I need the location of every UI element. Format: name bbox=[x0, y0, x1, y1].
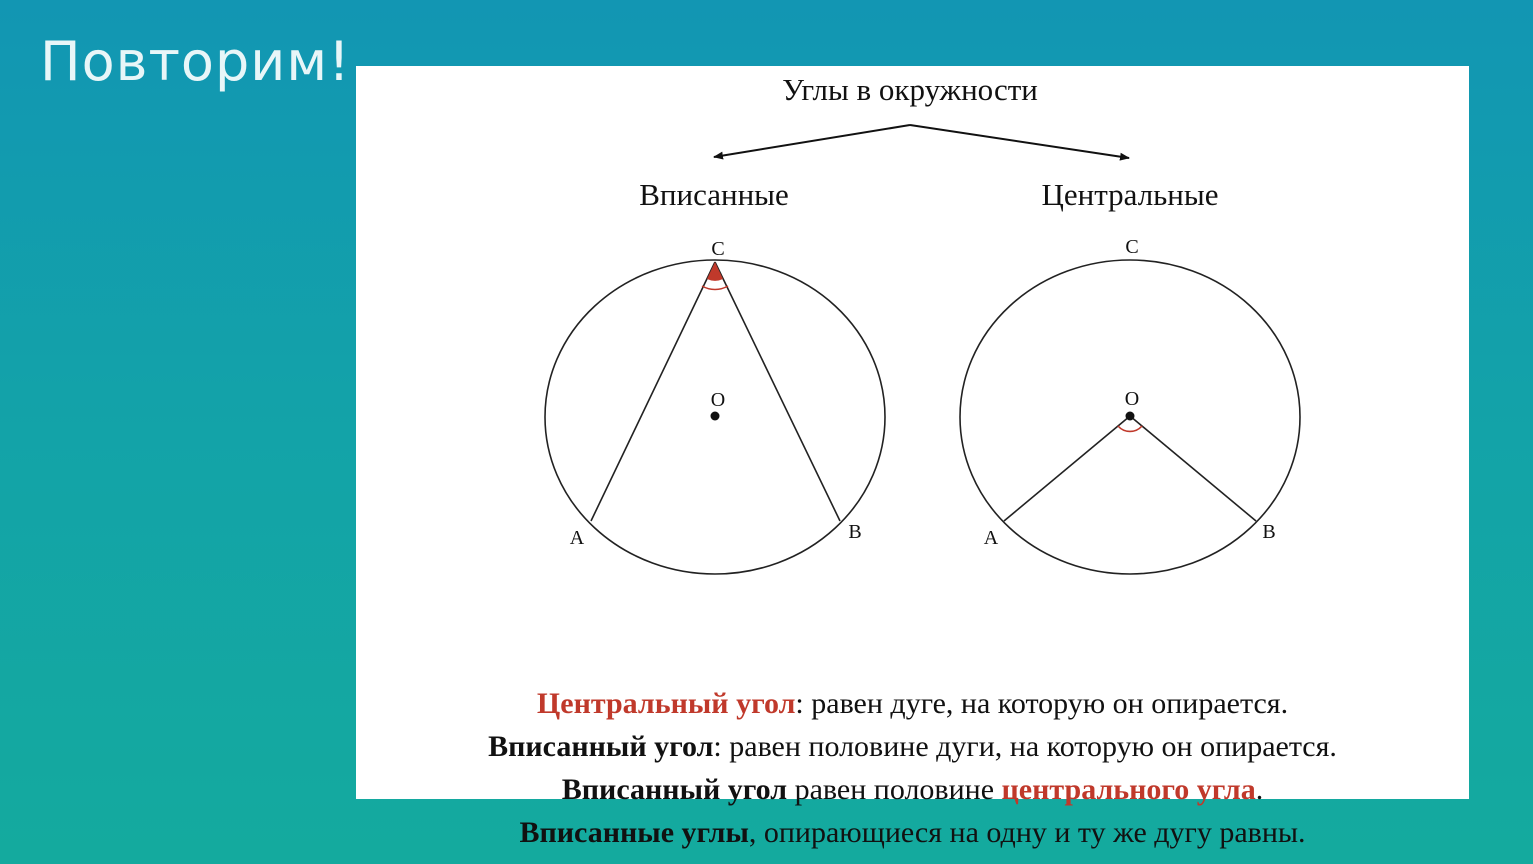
left-point-c-label: C bbox=[711, 238, 725, 260]
rule-inscribed-same-arc bbox=[356, 811, 1469, 854]
rule-term-inscribed-angle: Вписанный угол bbox=[561, 773, 788, 806]
right-center-dot bbox=[1126, 412, 1135, 421]
inscribed-angle-arc bbox=[702, 286, 728, 289]
right-point-b-label: B bbox=[1262, 521, 1276, 543]
rules-text bbox=[356, 682, 1469, 854]
rule-text: : равен половине дуги, на которую он опирается. bbox=[713, 730, 1337, 763]
central-angle-figure bbox=[960, 236, 1300, 574]
rule-text: : равен дуге, на которую он опирается. bbox=[795, 687, 1289, 720]
left-point-b-label: B bbox=[848, 521, 862, 543]
rule-inscribed-vs-central bbox=[356, 768, 1469, 811]
angles-diagram bbox=[356, 66, 1469, 676]
inscribed-angle-figure bbox=[545, 238, 885, 574]
right-branch-arrow bbox=[910, 125, 1129, 158]
left-chord-cb bbox=[715, 262, 840, 521]
right-radius-oa bbox=[1004, 416, 1130, 521]
rule-inscribed-angle bbox=[356, 725, 1469, 768]
right-point-a-label: A bbox=[983, 527, 999, 549]
left-chord-ca bbox=[591, 262, 715, 521]
diagram-panel bbox=[356, 66, 1469, 849]
inscribed-angle-mark bbox=[707, 262, 723, 281]
rule-text: равен половине bbox=[787, 773, 1002, 806]
left-point-a-label: A bbox=[569, 527, 585, 549]
slide-title: Повторим! bbox=[40, 30, 351, 93]
left-branch-arrow bbox=[714, 125, 910, 157]
rule-term-inscribed-angles: Вписанные углы bbox=[519, 816, 749, 849]
right-point-o-label: O bbox=[1124, 388, 1140, 410]
rule-text: . bbox=[1255, 773, 1264, 806]
rule-term-inscribed-angle: Вписанный угол bbox=[488, 730, 714, 763]
central-angle-arc bbox=[1118, 426, 1142, 431]
rule-central-angle bbox=[356, 682, 1469, 725]
rule-text: , опирающиеся на одну и ту же дугу равны. bbox=[748, 816, 1306, 849]
left-center-dot bbox=[711, 412, 720, 421]
left-branch-label: Вписанные bbox=[639, 177, 789, 212]
rule-term-central-angle: Центральный угол bbox=[536, 687, 796, 720]
right-point-c-label: C bbox=[1125, 236, 1139, 258]
rule-term-central-angle: центрального угла bbox=[1001, 773, 1256, 806]
diagram-root-label: Углы в окружности bbox=[782, 72, 1038, 107]
right-radius-ob bbox=[1130, 416, 1256, 521]
right-branch-label: Центральные bbox=[1041, 177, 1219, 212]
left-point-o-label: O bbox=[710, 389, 726, 411]
